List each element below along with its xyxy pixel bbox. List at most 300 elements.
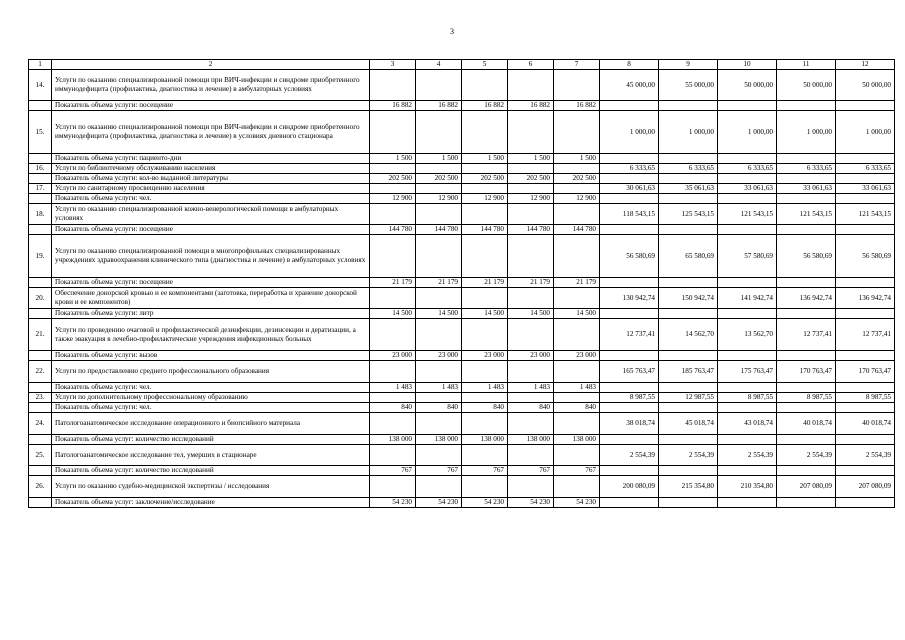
cost-value	[659, 435, 718, 445]
row-number: 17.	[29, 184, 52, 194]
service-row	[29, 361, 895, 383]
indicator-name: Показатель объема услуги: чел.	[52, 383, 370, 393]
column-number: 10	[718, 60, 777, 70]
cost-value	[600, 194, 659, 204]
service-name: Услуги по оказанию судебно-медицинской экспертизы / исследования	[52, 476, 370, 498]
cost-value	[836, 194, 895, 204]
indicator-name: Показатель объема услуги: пациенто-дни	[52, 154, 370, 164]
volume-value: 1 483	[462, 383, 508, 393]
volume-value	[508, 393, 554, 403]
volume-value: 14 500	[370, 309, 416, 319]
volume-value: 12 900	[508, 194, 554, 204]
table-body	[29, 60, 895, 508]
volume-value: 840	[508, 403, 554, 413]
volume-value: 14 500	[508, 309, 554, 319]
indicator-row	[29, 174, 895, 184]
indicator-name: Показатель объема услуги: литр	[52, 309, 370, 319]
volume-value: 144 780	[462, 225, 508, 235]
volume-value: 23 000	[554, 351, 600, 361]
cost-value: 38 018,74	[600, 413, 659, 435]
cost-value: 125 543,15	[659, 204, 718, 225]
service-row	[29, 476, 895, 498]
volume-value	[554, 288, 600, 309]
service-name: Услуги по проведению очаговой и профилактической дезинфекции, дезинсекции и дератизации, а также эвакуация в лечебно-профилактические учреждения инфекционных больных	[52, 319, 370, 351]
volume-value	[416, 393, 462, 403]
cost-value: 130 942,74	[600, 288, 659, 309]
volume-value	[554, 111, 600, 154]
indicator-row	[29, 351, 895, 361]
cost-value	[600, 225, 659, 235]
volume-value: 1 483	[508, 383, 554, 393]
volume-value	[416, 164, 462, 174]
cost-value	[718, 174, 777, 184]
column-number: 11	[777, 60, 836, 70]
volume-value	[462, 393, 508, 403]
row-number: 15.	[29, 111, 52, 154]
cost-value	[777, 435, 836, 445]
row-number: 16.	[29, 164, 52, 174]
cost-value	[836, 309, 895, 319]
row-number	[29, 225, 52, 235]
cost-value	[777, 154, 836, 164]
indicator-row	[29, 194, 895, 204]
service-row	[29, 70, 895, 101]
volume-value	[462, 288, 508, 309]
indicator-name: Показатель объема услуги: вызов	[52, 351, 370, 361]
volume-value	[508, 204, 554, 225]
volume-value	[462, 235, 508, 278]
cost-value	[718, 309, 777, 319]
indicator-name: Показатель объема услуг: количество исследований	[52, 435, 370, 445]
volume-value: 12 900	[462, 194, 508, 204]
cost-value: 165 763,47	[600, 361, 659, 383]
service-name: Услуги по оказанию специализированной помощи при ВИЧ-инфекции и синдроме приобретенного иммунодефицита (профилактика, диагностика и лечение) в амбулаторных условиях	[52, 70, 370, 101]
volume-value: 202 500	[462, 174, 508, 184]
volume-value	[462, 445, 508, 466]
volume-value	[554, 204, 600, 225]
service-row	[29, 288, 895, 309]
cost-value	[777, 466, 836, 476]
volume-value	[370, 184, 416, 194]
volume-value	[508, 111, 554, 154]
service-row	[29, 111, 895, 154]
volume-value	[416, 235, 462, 278]
row-number: 26.	[29, 476, 52, 498]
cost-value	[836, 435, 895, 445]
volume-value	[370, 111, 416, 154]
volume-value	[416, 288, 462, 309]
cost-value: 6 333,65	[600, 164, 659, 174]
service-name: Услуги по оказанию специализированной помощи при ВИЧ-инфекции и синдроме приобретенного иммунодефицита (профилактика, диагностика и лечение) в условиях дневного стационара	[52, 111, 370, 154]
cost-value: 6 333,65	[659, 164, 718, 174]
cost-value	[659, 278, 718, 288]
cost-value	[659, 309, 718, 319]
volume-value: 14 500	[416, 309, 462, 319]
indicator-row	[29, 435, 895, 445]
service-name: Патологоанатомическое исследование операционного и биопсийного материала	[52, 413, 370, 435]
volume-value	[554, 445, 600, 466]
cost-value: 170 763,47	[777, 361, 836, 383]
cost-value	[836, 403, 895, 413]
service-name: Услуги по библиотечному обслуживанию населения	[52, 164, 370, 174]
volume-value: 840	[462, 403, 508, 413]
volume-value: 1 483	[370, 383, 416, 393]
volume-value: 138 000	[508, 435, 554, 445]
cost-value	[718, 225, 777, 235]
volume-value: 138 000	[462, 435, 508, 445]
volume-value	[416, 204, 462, 225]
cost-value	[600, 383, 659, 393]
cost-value: 40 018,74	[777, 413, 836, 435]
volume-value: 54 230	[416, 498, 462, 508]
volume-value: 767	[508, 466, 554, 476]
cost-value	[718, 383, 777, 393]
cost-value	[659, 194, 718, 204]
indicator-row	[29, 403, 895, 413]
volume-value: 767	[554, 466, 600, 476]
row-number: 25.	[29, 445, 52, 466]
cost-value: 8 987,55	[718, 393, 777, 403]
volume-value: 767	[370, 466, 416, 476]
cost-value: 121 543,15	[777, 204, 836, 225]
volume-value: 54 230	[370, 498, 416, 508]
volume-value: 202 500	[416, 174, 462, 184]
indicator-row	[29, 498, 895, 508]
service-row	[29, 184, 895, 194]
cost-value	[659, 225, 718, 235]
volume-value: 138 000	[416, 435, 462, 445]
volume-value: 138 000	[554, 435, 600, 445]
volume-value: 1 500	[508, 154, 554, 164]
header-row	[29, 60, 895, 70]
service-row	[29, 445, 895, 466]
indicator-name: Показатель объема услуги: кол-во выданной литературы	[52, 174, 370, 184]
service-row	[29, 204, 895, 225]
cost-value	[836, 154, 895, 164]
volume-value	[554, 164, 600, 174]
cost-value: 2 554,39	[600, 445, 659, 466]
column-number: 7	[554, 60, 600, 70]
cost-value	[777, 225, 836, 235]
cost-value: 207 080,09	[836, 476, 895, 498]
cost-value: 35 061,63	[659, 184, 718, 194]
cost-value	[777, 278, 836, 288]
cost-value: 12 987,55	[659, 393, 718, 403]
volume-value	[416, 111, 462, 154]
cost-value: 1 000,00	[777, 111, 836, 154]
volume-value	[508, 184, 554, 194]
volume-value: 21 179	[370, 278, 416, 288]
row-number: 19.	[29, 235, 52, 278]
cost-value: 33 061,63	[777, 184, 836, 194]
cost-value	[777, 498, 836, 508]
column-number: 6	[508, 60, 554, 70]
cost-value: 30 061,63	[600, 184, 659, 194]
row-number: 18.	[29, 204, 52, 225]
cost-value	[600, 278, 659, 288]
volume-value: 16 882	[508, 101, 554, 111]
cost-value	[659, 174, 718, 184]
cost-value: 136 942,74	[777, 288, 836, 309]
volume-value: 23 000	[462, 351, 508, 361]
cost-value: 8 987,55	[777, 393, 836, 403]
volume-value: 14 500	[554, 309, 600, 319]
volume-value: 16 882	[370, 101, 416, 111]
volume-value	[462, 204, 508, 225]
cost-value: 2 554,39	[659, 445, 718, 466]
cost-value: 56 580,69	[836, 235, 895, 278]
volume-value	[554, 393, 600, 403]
cost-value: 13 562,70	[718, 319, 777, 351]
cost-value	[718, 278, 777, 288]
volume-value	[554, 319, 600, 351]
service-name: Услуги по предоставлению среднего профессионального образования	[52, 361, 370, 383]
volume-value: 21 179	[416, 278, 462, 288]
indicator-name: Показатель объема услуги: чел.	[52, 194, 370, 204]
cost-value	[659, 466, 718, 476]
row-number	[29, 383, 52, 393]
service-name: Услуги по оказанию специализированной кожно-венерологической помощи в амбулаторных условиях	[52, 204, 370, 225]
row-number: 22.	[29, 361, 52, 383]
volume-value: 1 500	[462, 154, 508, 164]
cost-value	[836, 278, 895, 288]
row-number: 23.	[29, 393, 52, 403]
indicator-row	[29, 383, 895, 393]
cost-value: 210 354,80	[718, 476, 777, 498]
cost-value: 1 000,00	[600, 111, 659, 154]
column-number: 12	[836, 60, 895, 70]
cost-value: 45 018,74	[659, 413, 718, 435]
cost-value	[659, 383, 718, 393]
cost-value: 2 554,39	[836, 445, 895, 466]
page-number: 3	[450, 27, 454, 36]
cost-value	[777, 383, 836, 393]
cost-value	[600, 435, 659, 445]
cost-value: 33 061,63	[836, 184, 895, 194]
cost-value: 121 543,15	[836, 204, 895, 225]
row-number	[29, 174, 52, 184]
cost-value	[777, 101, 836, 111]
volume-value: 21 179	[554, 278, 600, 288]
row-number: 14.	[29, 70, 52, 101]
indicator-name: Показатель объема услуг: заключение/исследование	[52, 498, 370, 508]
volume-value	[462, 476, 508, 498]
cost-value: 200 080,09	[600, 476, 659, 498]
volume-value: 202 500	[508, 174, 554, 184]
volume-value	[462, 184, 508, 194]
volume-value	[370, 288, 416, 309]
row-number: 24.	[29, 413, 52, 435]
service-name: Обеспечение донорской кровью и ее компонентами (заготовка, переработка и хранение донорской крови и ее компонентов)	[52, 288, 370, 309]
cost-value: 33 061,63	[718, 184, 777, 194]
indicator-name: Показатель объема услуги: посещение	[52, 101, 370, 111]
cost-value	[600, 154, 659, 164]
row-number	[29, 154, 52, 164]
indicator-row	[29, 101, 895, 111]
cost-value: 6 333,65	[777, 164, 836, 174]
cost-value	[600, 174, 659, 184]
volume-value	[416, 413, 462, 435]
volume-value: 1 500	[416, 154, 462, 164]
volume-value	[554, 361, 600, 383]
volume-value: 840	[416, 403, 462, 413]
volume-value: 21 179	[508, 278, 554, 288]
cost-value: 8 987,55	[600, 393, 659, 403]
volume-value	[508, 319, 554, 351]
cost-value: 56 580,69	[600, 235, 659, 278]
volume-value	[370, 361, 416, 383]
cost-value	[718, 351, 777, 361]
service-name: Услуги по оказанию специализированной помощи в многопрофильных специализированных учреждениях здравоохранения клинического типа (диагностика и лечение) в амбулаторных условиях	[52, 235, 370, 278]
volume-value: 54 230	[462, 498, 508, 508]
services-table	[28, 59, 895, 508]
row-number	[29, 403, 52, 413]
row-number	[29, 309, 52, 319]
cost-value: 185 763,47	[659, 361, 718, 383]
volume-value	[416, 319, 462, 351]
row-number	[29, 435, 52, 445]
volume-value	[370, 413, 416, 435]
indicator-row	[29, 466, 895, 476]
volume-value	[370, 476, 416, 498]
volume-value: 16 882	[554, 101, 600, 111]
volume-value: 21 179	[462, 278, 508, 288]
volume-value	[508, 476, 554, 498]
cost-value	[659, 403, 718, 413]
cost-value	[600, 351, 659, 361]
indicator-name: Показатель объема услуги: посещение	[52, 225, 370, 235]
cost-value	[777, 309, 836, 319]
cost-value	[718, 435, 777, 445]
volume-value: 54 230	[554, 498, 600, 508]
volume-value	[508, 164, 554, 174]
cost-value	[777, 403, 836, 413]
cost-value	[836, 498, 895, 508]
service-row	[29, 393, 895, 403]
cost-value	[777, 351, 836, 361]
volume-value: 767	[462, 466, 508, 476]
cost-value	[659, 498, 718, 508]
volume-value	[370, 164, 416, 174]
cost-value	[718, 101, 777, 111]
cost-value: 1 000,00	[659, 111, 718, 154]
cost-value: 1 000,00	[718, 111, 777, 154]
volume-value: 16 882	[416, 101, 462, 111]
volume-value	[416, 70, 462, 101]
cost-value	[836, 383, 895, 393]
volume-value: 202 500	[370, 174, 416, 184]
volume-value	[416, 361, 462, 383]
volume-value	[370, 393, 416, 403]
cost-value: 170 763,47	[836, 361, 895, 383]
indicator-row	[29, 154, 895, 164]
cost-value	[600, 309, 659, 319]
volume-value	[370, 319, 416, 351]
cost-value: 8 987,55	[836, 393, 895, 403]
volume-value: 23 000	[508, 351, 554, 361]
service-row	[29, 319, 895, 351]
volume-value: 12 900	[370, 194, 416, 204]
volume-value: 144 780	[416, 225, 462, 235]
cost-value: 43 018,74	[718, 413, 777, 435]
cost-value: 50 000,00	[777, 70, 836, 101]
volume-value: 144 780	[508, 225, 554, 235]
cost-value: 215 354,80	[659, 476, 718, 498]
volume-value: 54 230	[508, 498, 554, 508]
cost-value: 12 737,41	[836, 319, 895, 351]
volume-value	[416, 184, 462, 194]
volume-value: 12 900	[554, 194, 600, 204]
indicator-row	[29, 309, 895, 319]
volume-value	[508, 70, 554, 101]
cost-value	[836, 174, 895, 184]
volume-value: 14 500	[462, 309, 508, 319]
volume-value: 1 500	[554, 154, 600, 164]
row-number	[29, 351, 52, 361]
volume-value	[462, 164, 508, 174]
volume-value: 1 483	[416, 383, 462, 393]
cost-value: 65 580,69	[659, 235, 718, 278]
cost-value	[836, 351, 895, 361]
column-number: 1	[29, 60, 52, 70]
cost-value	[659, 101, 718, 111]
cost-value	[718, 154, 777, 164]
volume-value: 138 000	[370, 435, 416, 445]
volume-value: 144 780	[554, 225, 600, 235]
cost-value: 50 000,00	[836, 70, 895, 101]
row-number	[29, 498, 52, 508]
volume-value	[508, 288, 554, 309]
volume-value: 144 780	[370, 225, 416, 235]
volume-value	[370, 235, 416, 278]
cost-value: 2 554,39	[777, 445, 836, 466]
volume-value: 23 000	[370, 351, 416, 361]
volume-value: 1 483	[554, 383, 600, 393]
cost-value: 150 942,74	[659, 288, 718, 309]
cost-value: 45 000,00	[600, 70, 659, 101]
volume-value	[462, 70, 508, 101]
column-number: 3	[370, 60, 416, 70]
volume-value	[554, 476, 600, 498]
service-name: Патологоанатомическое исследование тел, умерших в стационаре	[52, 445, 370, 466]
indicator-name: Показатель объема услуг: количество исследований	[52, 466, 370, 476]
cost-value: 55 000,00	[659, 70, 718, 101]
volume-value	[370, 445, 416, 466]
volume-value: 16 882	[462, 101, 508, 111]
row-number	[29, 278, 52, 288]
cost-value	[659, 351, 718, 361]
cost-value	[600, 498, 659, 508]
cost-value: 14 562,70	[659, 319, 718, 351]
volume-value	[370, 70, 416, 101]
volume-value: 12 900	[416, 194, 462, 204]
volume-value	[416, 476, 462, 498]
cost-value: 136 942,74	[836, 288, 895, 309]
cost-value	[836, 101, 895, 111]
volume-value: 840	[554, 403, 600, 413]
column-number: 8	[600, 60, 659, 70]
cost-value	[777, 174, 836, 184]
volume-value: 767	[416, 466, 462, 476]
service-row	[29, 235, 895, 278]
column-number: 2	[52, 60, 370, 70]
column-number: 4	[416, 60, 462, 70]
volume-value	[462, 361, 508, 383]
cost-value	[718, 194, 777, 204]
column-number: 5	[462, 60, 508, 70]
volume-value	[370, 204, 416, 225]
cost-value	[600, 466, 659, 476]
